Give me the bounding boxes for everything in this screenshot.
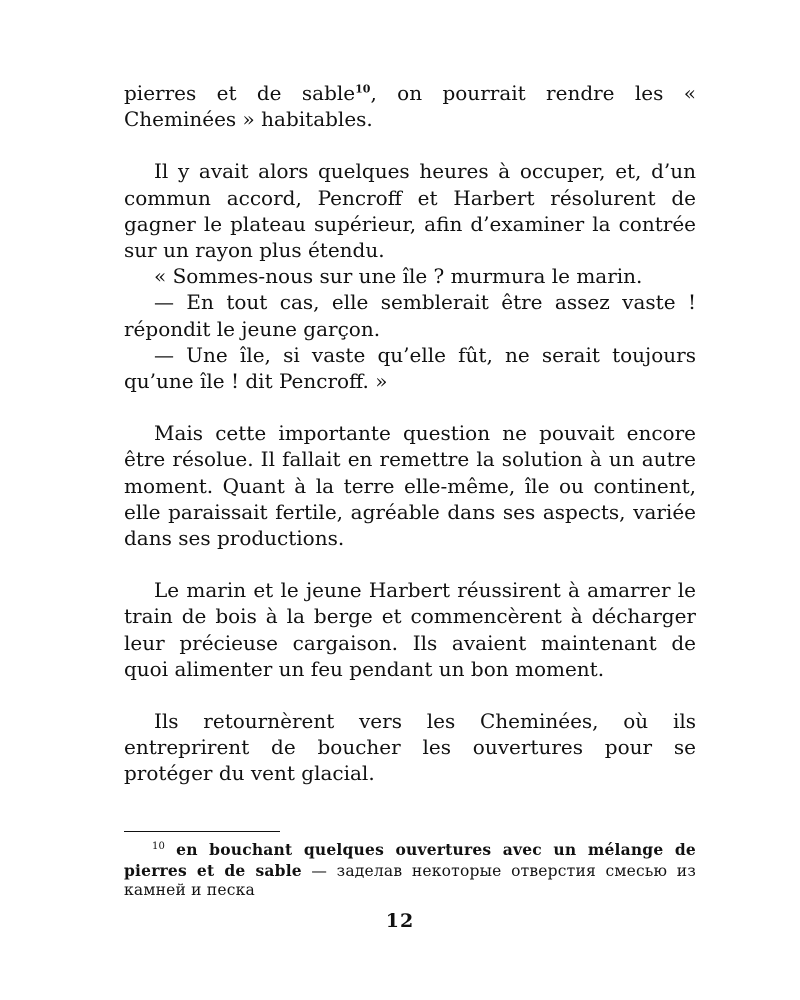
paragraph-4: Le marin et le jeune Harbert réussirent à amarrer le train de bois à la berge et commencèrent à décharger leur précieuse cargaison. Ils avaient maintenant de quoi alimenter un feu pendant un bon moment. [124,578,696,681]
dialogue-line-1: « Sommes-nous sur une île ? murmura le marin. [154,264,643,289]
dialogue-line-3: — Une île, si vaste qu’elle fût, ne serait toujours qu’une île ! dit Pencroff. » [124,342,696,394]
paragraph-1 [124,80,696,132]
footnote-divider [124,831,280,832]
paragraph-3: Mais cette importante question ne pouvait encore être résolue. Il fallait en remettre la solution à un autre moment. Quant à la terre elle-même, île ou continent, elle paraissait fertile, agréable dans ses aspects, variée dans ses productions. [124,421,696,551]
main-text [124,80,696,787]
footnote [124,840,696,901]
footnote-translation: — заделав некоторые отверстия смесью из камней и песка [124,861,696,899]
page-number: 12 [385,910,415,932]
paragraph-5: Ils retournèrent vers les Cheminées, où ils entreprirent de boucher les ouvertures pour se protéger du vent glacial. [124,709,696,786]
dialogue-line-2: — En tout cas, elle semblerait être assez vaste ! répondit le jeune garçon. [124,290,696,341]
footnote-phrase: en bouchant quelques ouvertures avec un mélange de pierres et de sable [124,840,696,880]
footnote-reference: 10 [355,82,371,96]
paragraph-1-start: pierres et de sable [124,81,356,105]
footnote-mark: 10 [152,840,166,852]
paragraph-1-end: , on pourrait rendre les « Cheminées » habitables. [124,81,697,132]
paragraph-2: Il y avait alors quelques heures à occuper, et, d’un commun accord, Pencroff et Harbert résolurent de gagner le plateau supérieur, afin d’examiner la contrée sur un rayon plus étendu. [124,159,696,263]
